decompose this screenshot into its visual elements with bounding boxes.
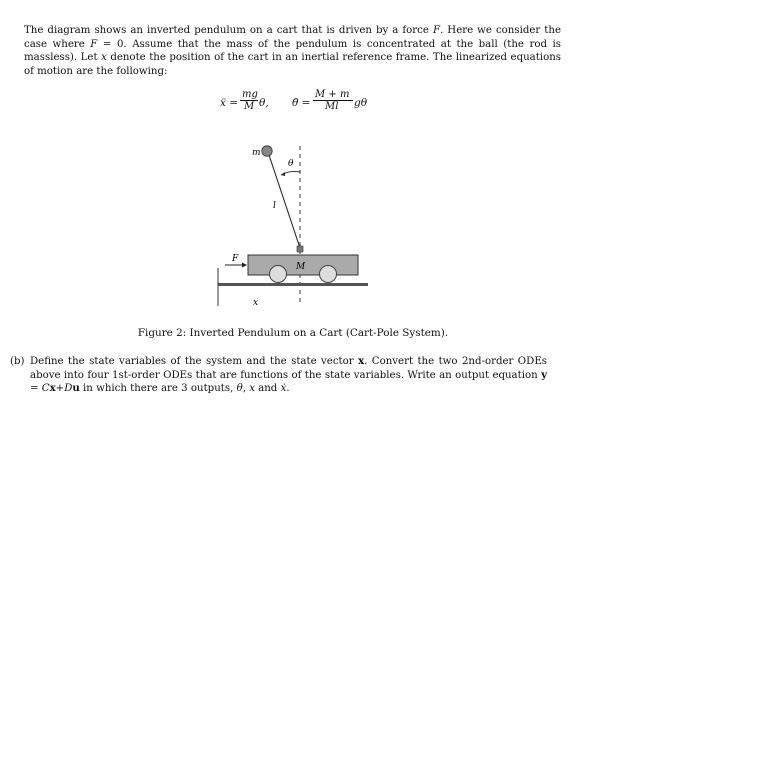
ground-surface: [218, 283, 368, 286]
label-M: M: [296, 262, 306, 272]
label-F: F: [232, 254, 239, 264]
label-m: m: [252, 148, 261, 158]
eq1-lhs: ẍ =: [220, 97, 239, 109]
question-part-b: [10, 355, 547, 396]
label-x: x: [253, 298, 259, 308]
eq2-numerator: M + m: [315, 89, 350, 100]
label-theta: θ: [288, 159, 294, 169]
var-F: F: [90, 38, 98, 50]
eq2-tail: gθ: [354, 97, 368, 109]
force-arrowhead: [242, 263, 247, 268]
equations-of-motion: [0, 87, 776, 121]
pendulum-rod: [268, 152, 300, 248]
theta-arrowhead: [281, 172, 285, 176]
cart-wheel-left: [270, 266, 287, 283]
pivot-joint: [297, 246, 303, 252]
eq2-lhs: θ̈ =: [292, 97, 311, 109]
part-b-text: Define the state variables of the system and the state vector x. Convert the two 2nd-order ODEs above into four 1st-order ODEs that are functions of the state variables. Write an output equation y = Cx+Du in which there are 3 outputs, θ, x and ẋ.: [30, 355, 547, 395]
cart-pole-diagram: [212, 142, 372, 312]
intro-paragraph: The diagram shows an inverted pendulum on a cart that is driven by a force F. Here we consider the case where F = 0. Assume that the mass of the pendulum is concentrated at the ball (the rod is massless). Let x denote the position of the cart in an inertial reference frame. The linearized equations of motion are the following:: [24, 25, 561, 77]
label-l: l: [273, 201, 276, 211]
eq1-denominator: M: [244, 101, 255, 112]
eq1-numerator: mg: [242, 89, 258, 100]
pendulum-ball: [262, 146, 272, 156]
eq1-tail: θ,: [259, 97, 269, 109]
var-x: x: [101, 52, 107, 64]
var-F: F: [432, 25, 441, 36]
figure-caption: Figure 2: Inverted Pendulum on a Cart (Cart-Pole System).: [137, 327, 449, 339]
part-b-label: (b): [10, 356, 25, 367]
cart-wheel-right: [320, 266, 337, 283]
eq2-denominator: Ml: [325, 101, 339, 112]
